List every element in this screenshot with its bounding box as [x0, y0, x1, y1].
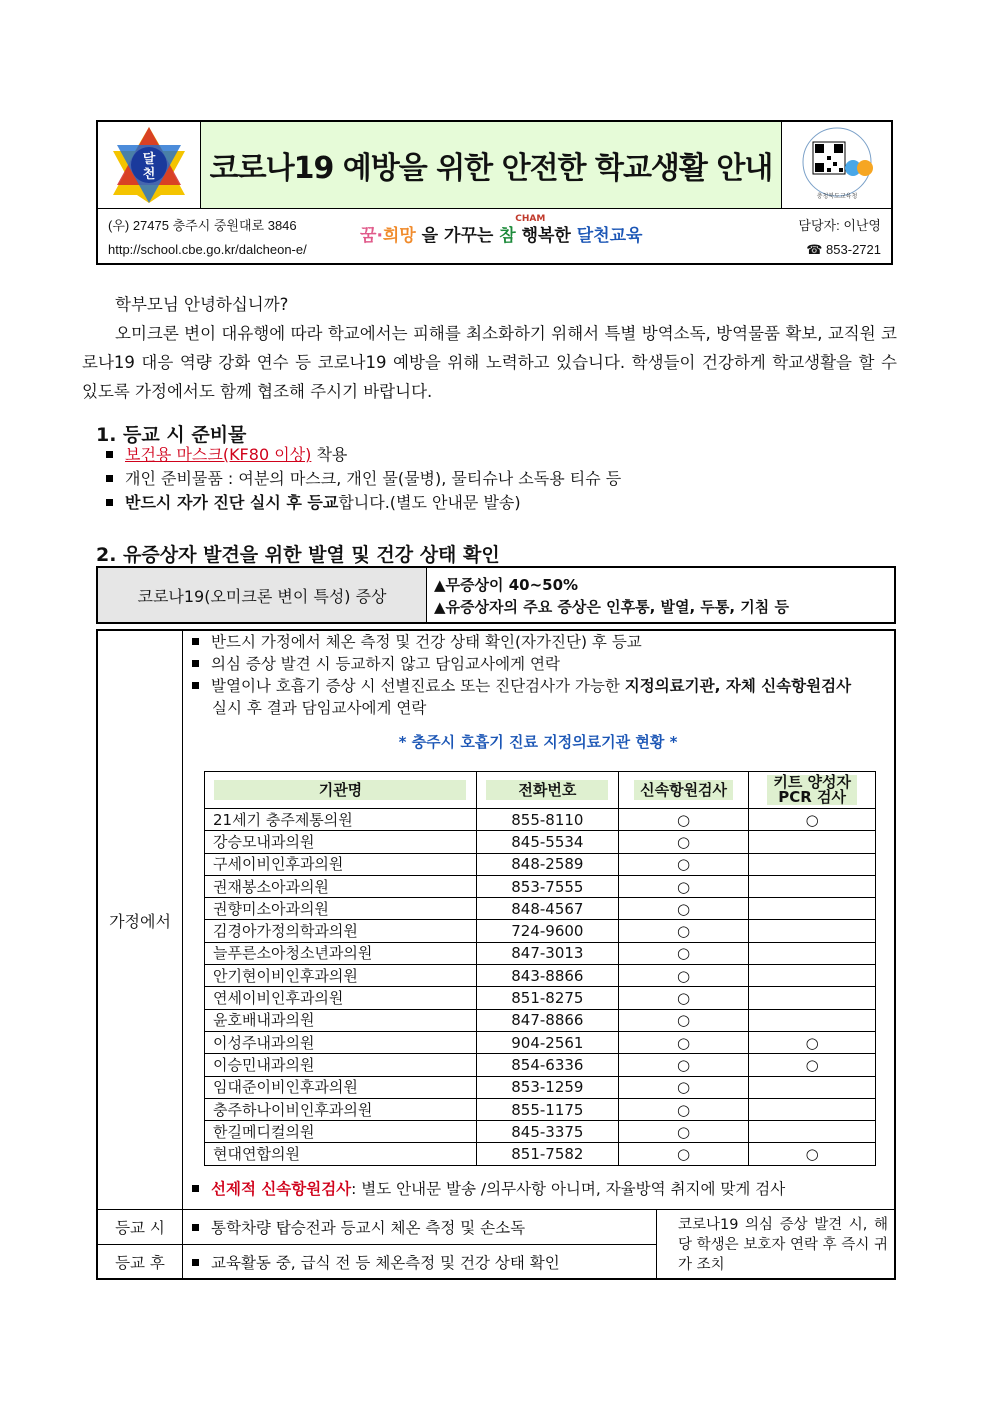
clinic-pcr-test: ○ [749, 809, 876, 831]
home-b3-a: 발열이나 호흡기 증상 시 선별진료소 또는 진단검사가 가능한 [211, 677, 625, 695]
clinic-pcr-test: ○ [749, 1054, 876, 1076]
office-caption: 충청북도교육청 [816, 193, 857, 200]
slogan-dot: · [376, 226, 383, 246]
contact-phone: ☎ 853-2721 [806, 242, 881, 257]
clinic-phone: 904-2561 [476, 1031, 618, 1053]
symptom-line2-a: ▲유증상자의 주요 증상은 [434, 598, 607, 616]
row-divider [98, 1209, 894, 1210]
slogan-cham-en: CHAM [515, 214, 546, 224]
intro-body: 오미크론 변이 대유행에 따라 학교에서는 피해를 최소화하기 위해서 특별 방역소독, 방역물품 확보, 교직원 코로나19 대응 역량 강화 연수 등 코로나19 예방을 위해 노력하고 있습니다. 학생들이 건강하게 학교생활을 할 수 있도록 가정에서도 함께 협조해 주시기 바랍니다. [82, 324, 897, 401]
clinic-phone: 853-1259 [476, 1076, 618, 1098]
clinic-phone: 724-9600 [476, 920, 618, 942]
clinic-name: 연세이비인후과의원 [205, 987, 477, 1009]
symptom-details [434, 574, 789, 618]
clinic-name: 윤호배내과의원 [205, 1009, 477, 1031]
table-row [205, 1098, 876, 1120]
after-school-label: 등교 후 [115, 1253, 165, 1272]
symptom-box [96, 566, 896, 624]
slogan-dream: 꿈 [360, 226, 377, 246]
clinic-rapid-test: ○ [618, 1098, 749, 1120]
clinic-rapid-test: ○ [618, 898, 749, 920]
table-row [205, 1076, 876, 1098]
table-header-row [205, 772, 876, 809]
header-pcr-line2: PCR 검사 [778, 788, 847, 806]
side-note: 코로나19 의심 증상 발견 시, 해당 학생은 보호자 연락 후 즉시 귀가 조치 [678, 1217, 888, 1273]
supplies-text: 개인 준비물품 : 여분의 마스크, 개인 물(물병), 물티슈나 소독용 티슈 등 [125, 469, 622, 488]
clinic-rapid-test: ○ [618, 920, 749, 942]
section1-list [104, 443, 894, 515]
star-logo-icon [111, 125, 187, 205]
clinic-phone: 851-8275 [476, 987, 618, 1009]
clinic-name: 한길메디컬의원 [205, 1121, 477, 1143]
table-row [205, 853, 876, 875]
slogan-school: 달천교육 [576, 226, 643, 246]
bullet-icon [106, 451, 113, 458]
section2-title: 2. 유증상자 발견을 위한 발열 및 건강 상태 확인 [96, 544, 500, 566]
clinic-pcr-test: ○ [749, 1031, 876, 1053]
intro-section [82, 290, 897, 406]
clinic-phone: 851-7582 [476, 1143, 618, 1165]
letterhead [96, 120, 893, 265]
mask-highlight: 보건용 마스크(KF80 이상) [125, 445, 312, 464]
before-school-text: 통학차량 탑승전과 등교시 체온 측정 및 손소독 [211, 1219, 526, 1237]
clinic-name: 충주하나이비인후과의원 [205, 1098, 477, 1120]
list-item [190, 653, 890, 675]
clinic-name: 강승모내과의원 [205, 831, 477, 853]
logo-text-bottom: 천 [142, 167, 156, 182]
table-row [205, 809, 876, 831]
header-pcr-line1: 키트 양성자 [773, 773, 852, 791]
table-row [205, 965, 876, 987]
header-pcr [749, 772, 876, 809]
bullet-icon [192, 1224, 199, 1231]
symptom-label: 코로나19(오미크론 변이 특성) 증상 [98, 568, 427, 622]
table-row [205, 920, 876, 942]
page-title: 코로나19 예방을 위한 안전한 학교생활 안내 [201, 122, 782, 208]
qr-code-icon [789, 126, 885, 204]
before-school-label: 등교 시 [115, 1218, 165, 1237]
header-phone-label: 전화번호 [486, 780, 608, 800]
school-logo [98, 122, 201, 208]
clinic-pcr-test [749, 1009, 876, 1031]
clinic-name: 권재봉소아과의원 [205, 875, 477, 897]
clinic-name: 김경아가정의학과의원 [205, 920, 477, 942]
mask-rest: 착용 [311, 445, 348, 464]
clinic-rapid-test: ○ [618, 831, 749, 853]
table-row [205, 1009, 876, 1031]
self-check-bold: 반드시 자가 진단 실시 후 등교 [125, 493, 339, 512]
clinic-rapid-test: ○ [618, 987, 749, 1009]
letterhead-info-row [98, 208, 891, 264]
clinic-pcr-test [749, 987, 876, 1009]
clinic-phone: 847-3013 [476, 942, 618, 964]
clinic-rapid-test: ○ [618, 942, 749, 964]
home-label: 가정에서 [109, 911, 171, 931]
slogan-hope: 희망 [382, 226, 416, 246]
home-b3-c: 실시 후 결과 담임교사에게 연락 [212, 699, 427, 717]
clinic-phone: 847-8866 [476, 1009, 618, 1031]
header-name-label: 기관명 [214, 780, 466, 800]
symptom-line2-b: 인후통, 발열, 두통, 기침 [606, 598, 770, 616]
clinic-rapid-test: ○ [618, 853, 749, 875]
school-address: (우) 27475 충주시 중원대로 3846 [108, 218, 297, 233]
greeting: 학부모님 안녕하십니까? [115, 295, 289, 314]
clinic-rapid-test: ○ [618, 809, 749, 831]
clinic-pcr-test [749, 920, 876, 942]
after-school-text: 교육활동 중, 급식 전 등 체온측정 및 건강 상태 확인 [211, 1254, 560, 1272]
clinic-rapid-test: ○ [618, 1054, 749, 1076]
clinic-pcr-test [749, 898, 876, 920]
clinic-name: 현대연합의원 [205, 1143, 477, 1165]
clinic-table [204, 771, 876, 1166]
clinic-phone: 855-8110 [476, 809, 618, 831]
home-instructions [190, 631, 890, 719]
clinic-rapid-test: ○ [618, 1031, 749, 1053]
header-name [205, 772, 477, 809]
table-row [205, 831, 876, 853]
home-b3-b: 지정의료기관, 자체 신속항원검사 [624, 677, 852, 695]
list-item [104, 491, 894, 515]
preemptive-note [190, 1177, 785, 1201]
logo-text-top: 달 [142, 152, 156, 167]
clinic-pcr-test [749, 942, 876, 964]
table-row [205, 1121, 876, 1143]
table-row [205, 1031, 876, 1053]
symptom-line2-c: 등 [769, 598, 790, 616]
list-item [104, 443, 894, 467]
bullet-icon [192, 638, 199, 645]
clinic-name: 구세이비인후과의원 [205, 853, 477, 875]
clinic-rapid-test: ○ [618, 1121, 749, 1143]
clinic-rows [205, 809, 876, 1166]
table-row [205, 987, 876, 1009]
clinic-name: 권향미소아과의원 [205, 898, 477, 920]
clinic-pcr-test [749, 831, 876, 853]
clinic-phone: 854-6336 [476, 1054, 618, 1076]
after-school-item [190, 1251, 560, 1275]
clinic-name: 이승민내과의원 [205, 1054, 477, 1076]
clinic-pcr-test: ○ [749, 1143, 876, 1165]
clinic-phone: 848-2589 [476, 853, 618, 875]
clinic-rapid-test: ○ [618, 875, 749, 897]
clinic-rapid-test: ○ [618, 965, 749, 987]
header-rapid-label: 신속항원검사 [634, 780, 733, 800]
office-emblem [782, 122, 891, 208]
bullet-icon [106, 475, 113, 482]
bullet-icon [192, 682, 199, 689]
clinic-name: 늘푸른소아청소년과의원 [205, 942, 477, 964]
clinic-pcr-test [749, 965, 876, 987]
section1-title: 1. 등교 시 준비물 [96, 424, 247, 446]
home-b1: 반드시 가정에서 체온 측정 및 건강 상태 확인(자가진단) 후 등교 [211, 633, 642, 651]
clinic-pcr-test [749, 853, 876, 875]
bullet-icon [106, 499, 113, 506]
clinic-phone: 845-5534 [476, 831, 618, 853]
list-item [104, 467, 894, 491]
list-item [190, 631, 890, 653]
header-rapid [618, 772, 749, 809]
header-pcr-label [767, 775, 857, 805]
home-b2: 의심 증상 발견 시 등교하지 않고 담임교사에게 연락 [211, 655, 560, 673]
column-divider [656, 1209, 657, 1278]
clinic-rapid-test: ○ [618, 1143, 749, 1165]
clinic-pcr-test [749, 1098, 876, 1120]
table-row [205, 1054, 876, 1076]
clinic-pcr-test [749, 1121, 876, 1143]
bullet-icon [192, 1259, 199, 1266]
school-slogan [360, 214, 643, 246]
bullet-icon [192, 660, 199, 667]
symptom-line2 [434, 596, 789, 618]
clinic-phone: 845-3375 [476, 1121, 618, 1143]
table-row [205, 875, 876, 897]
preemptive-highlight: 선제적 신속항원검사 [211, 1180, 352, 1198]
clinic-list-title: * 충주시 호흡기 진료 지정의료기관 현황 * [398, 733, 678, 751]
clinic-pcr-test [749, 1076, 876, 1098]
column-divider [182, 631, 183, 1278]
preemptive-rest: : 별도 안내문 발송 /의무사항 아니며, 자율방역 취지에 맞게 검사 [351, 1180, 786, 1198]
header-phone [476, 772, 618, 809]
slogan-cham-ko: 참 [499, 226, 516, 246]
before-school-item [190, 1216, 525, 1240]
table-row [205, 1143, 876, 1165]
clinic-phone: 848-4567 [476, 898, 618, 920]
school-url[interactable]: http://school.cbe.go.kr/dalcheon-e/ [108, 242, 307, 257]
clinic-phone: 855-1175 [476, 1098, 618, 1120]
health-check-box [96, 629, 896, 1280]
clinic-name: 안기현이비인후과의원 [205, 965, 477, 987]
clinic-pcr-test [749, 875, 876, 897]
clinic-phone: 843-8866 [476, 965, 618, 987]
clinic-rapid-test: ○ [618, 1076, 749, 1098]
contact-person: 담당자: 이난영 [798, 218, 881, 233]
slogan-happy: 행복한 [515, 226, 577, 246]
list-item [190, 675, 890, 697]
slogan-mid: 을 가꾸는 [415, 226, 500, 246]
self-check-rest: 합니다.(별도 안내문 발송) [338, 493, 521, 512]
bullet-icon [192, 1185, 199, 1192]
table-row [205, 942, 876, 964]
symptom-line1: ▲무증상이 40~50% [434, 576, 579, 594]
clinic-rapid-test: ○ [618, 1009, 749, 1031]
clinic-name: 21세기 충주제통의원 [205, 809, 477, 831]
clinic-name: 임대준이비인후과의원 [205, 1076, 477, 1098]
clinic-name: 이성주내과의원 [205, 1031, 477, 1053]
clinic-phone: 853-7555 [476, 875, 618, 897]
table-row [205, 898, 876, 920]
